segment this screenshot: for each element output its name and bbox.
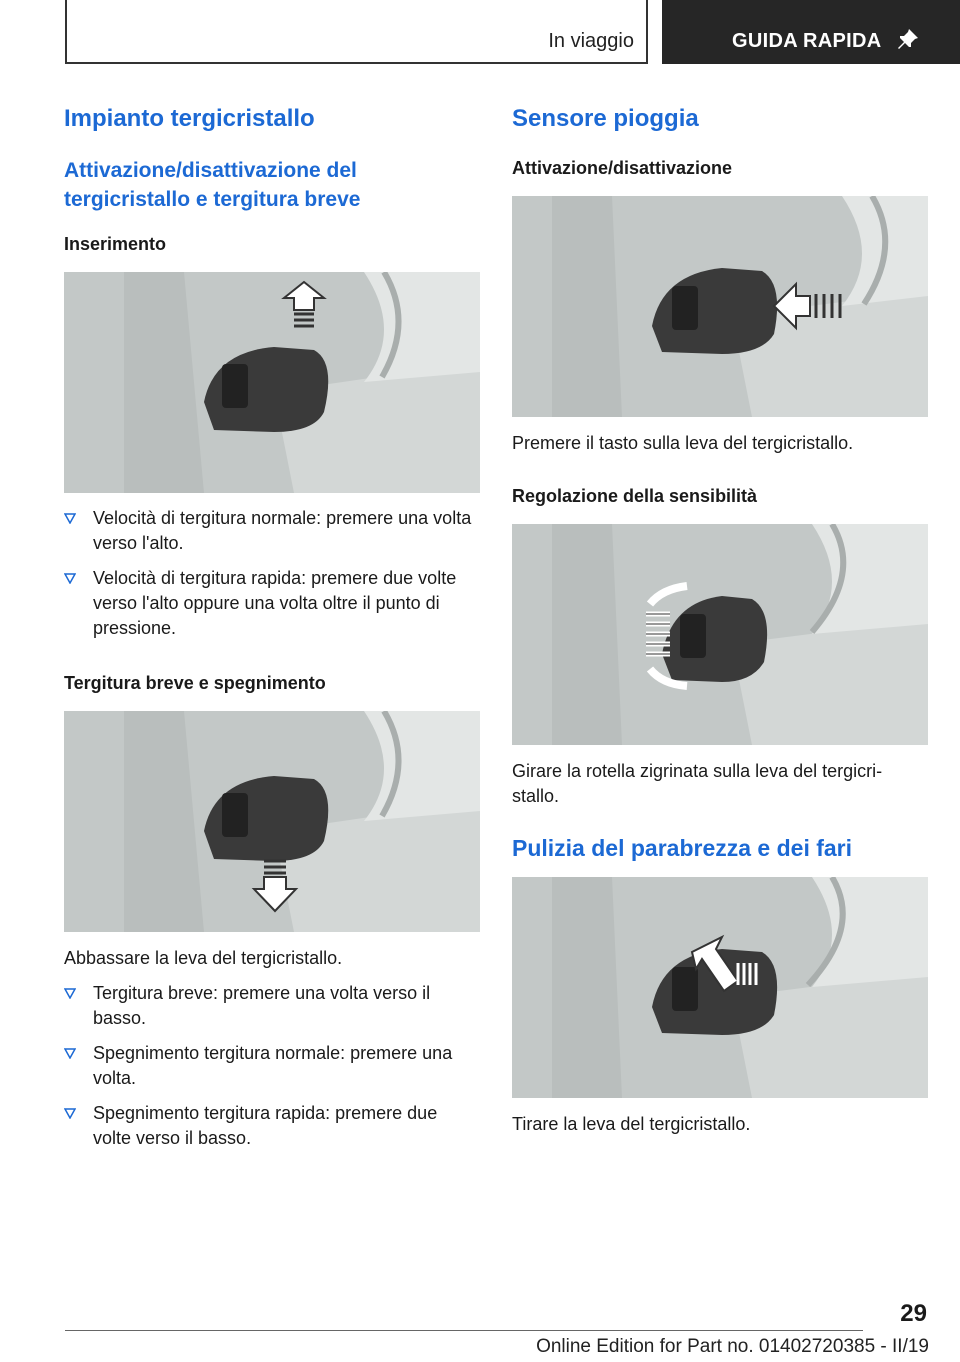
paragraph: Abbassare la leva del tergicristallo. (64, 948, 343, 968)
list-item-text: Spegnimento tergitura normale: premere una volta. (93, 1043, 453, 1088)
footer-edition: Online Edition for Part no. 01402720385 - II/19 (536, 1336, 929, 1357)
left-column (64, 100, 480, 1151)
triangle-bullet-icon (64, 573, 76, 584)
list-item (64, 981, 480, 1031)
figure-windscreen-cleaning (512, 877, 928, 1098)
list-item (64, 566, 480, 641)
triangle-bullet-icon (64, 513, 76, 524)
heading-attivazione: Attivazione/disattivazione (512, 158, 733, 178)
header-chapter-tab (662, 0, 960, 64)
heading-inserimento: Inserimento (64, 234, 167, 254)
list-item-text: Velocità di tergitura rapida: premere due volte verso l'alto oppure una volta oltre il punto di pressione. (93, 568, 457, 638)
header-chapter-label: GUIDA RAPIDA (732, 30, 882, 52)
section-title-cleaning: Pulizia del parabrezza e dei fari (512, 835, 853, 861)
header-section-label: In viaggio (548, 30, 634, 52)
figure-wiper-lever-up (64, 272, 480, 493)
right-column (512, 100, 928, 1137)
paragraph: Tirare la leva del tergicristallo. (512, 1114, 751, 1134)
section-title-wiper: Impianto tergicristallo (64, 105, 315, 132)
list-item-text: Velocità di tergitura normale: premere una volta verso l'alto. (93, 508, 472, 553)
paragraph: Premere il tasto sulla leva del tergicristallo. (512, 433, 854, 453)
page-number: 29 (900, 1300, 927, 1327)
triangle-bullet-icon (64, 988, 76, 999)
list-item-text: Tergitura breve: premere una volta verso il basso. (93, 983, 431, 1028)
subsection-title-wiper-toggle: Attivazione/disattivazione del tergicristallo e tergitura breve (64, 159, 361, 211)
list-item-text: Spegnimento tergitura rapida: premere due volte verso il basso. (93, 1103, 438, 1148)
triangle-bullet-icon (64, 1108, 76, 1119)
figure-wiper-lever-down (64, 711, 480, 932)
section-title-rain-sensor: Sensore pioggia (512, 105, 699, 132)
list-item (64, 1041, 480, 1091)
list-item (64, 506, 480, 556)
figure-rain-sensor-button (512, 196, 928, 417)
heading-tergitura-breve: Tergitura breve e spegnimento (64, 673, 326, 693)
heading-sensibilita: Regolazione della sensibilità (512, 486, 758, 506)
figure-rain-sensor-wheel (512, 524, 928, 745)
pushpin-icon (896, 28, 920, 52)
header-section-box (65, 0, 648, 64)
paragraph: Girare la rotella zigrinata sulla leva del tergicri-stallo. (512, 761, 883, 806)
triangle-bullet-icon (64, 1048, 76, 1059)
footer-divider (65, 1330, 863, 1331)
list-item (64, 1101, 480, 1151)
